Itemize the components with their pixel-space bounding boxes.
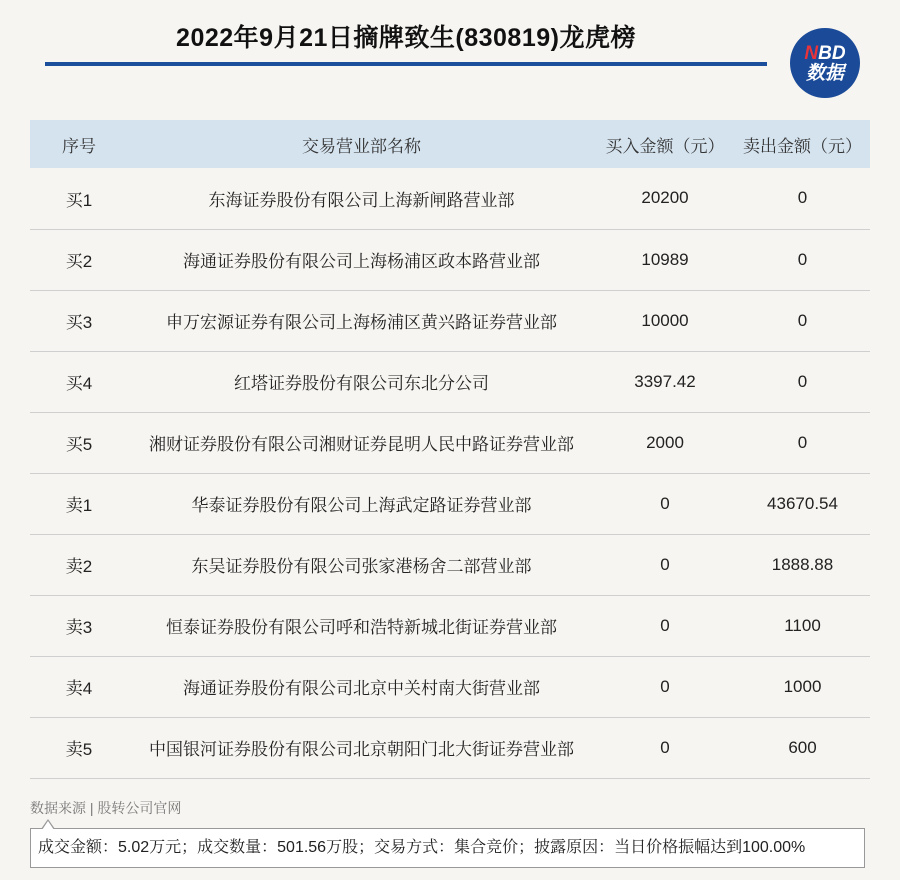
table-row <box>30 534 870 595</box>
sell-amount-cell: 1888.88 <box>771 554 834 574</box>
trade-summary-text: 成交金额：5.02万元；成交数量：501.56万股；交易方式：集合竞价；披露原因：当日价格振幅达到100.00% <box>38 839 806 856</box>
table-row <box>30 168 870 229</box>
branch-cell: 申万宏源证券有限公司上海杨浦区黄兴路证券营业部 <box>166 313 557 332</box>
buy-amount-cell: 3397.42 <box>634 371 696 391</box>
table-row <box>30 473 870 534</box>
table-row <box>30 351 870 412</box>
table-row <box>30 412 870 473</box>
table-row <box>30 290 870 351</box>
branch-cell: 红塔证券股份有限公司东北分公司 <box>234 374 489 393</box>
buy-amount-cell: 0 <box>660 554 670 574</box>
title-underline <box>45 62 767 66</box>
sell-amount-cell: 0 <box>797 432 808 452</box>
column-header-sell-amount: 卖出金额（元） <box>743 136 862 156</box>
buy-amount-cell: 0 <box>660 615 670 635</box>
logo-letters: BD <box>818 42 846 64</box>
branch-cell: 海通证券股份有限公司北京中关村南大街营业部 <box>183 679 540 698</box>
sell-amount-cell: 600 <box>788 737 817 757</box>
logo-accent-letter: N <box>804 42 819 64</box>
sell-amount-cell: 0 <box>797 249 808 269</box>
branch-cell: 东吴证券股份有限公司张家港杨舍二部营业部 <box>191 557 532 576</box>
table-row <box>30 656 870 717</box>
buy-amount-cell: 0 <box>660 676 670 696</box>
rank-cell: 卖5 <box>65 740 93 759</box>
branch-cell: 中国银河证券股份有限公司北京朝阳门北大街证券营业部 <box>149 740 574 759</box>
buy-amount-cell: 20200 <box>641 188 689 208</box>
branch-cell: 湘财证券股份有限公司湘财证券昆明人民中路证券营业部 <box>149 435 574 454</box>
buy-amount-cell: 0 <box>660 737 670 757</box>
branch-cell: 东海证券股份有限公司上海新闸路营业部 <box>208 190 515 210</box>
sell-amount-cell: 43670.54 <box>767 493 838 513</box>
data-source: 数据来源 | 股转公司官网 <box>30 800 182 816</box>
sell-amount-cell: 0 <box>797 188 808 208</box>
rank-cell: 买1 <box>65 190 93 210</box>
branch-cell: 恒泰证券股份有限公司呼和浩特新城北街证券营业部 <box>166 618 557 637</box>
sell-amount-cell: 0 <box>797 310 808 330</box>
rank-cell: 卖1 <box>65 496 93 515</box>
rank-cell: 买4 <box>65 374 93 393</box>
buy-amount-cell: 10989 <box>641 249 689 269</box>
trade-summary-box <box>30 828 865 868</box>
column-header-rank: 序号 <box>62 136 96 156</box>
table-row <box>30 595 870 656</box>
rank-cell: 买3 <box>65 313 93 332</box>
sell-amount-cell: 1000 <box>783 676 822 696</box>
nbd-logo <box>790 28 860 98</box>
logo-bottom: 数据 <box>805 62 844 84</box>
branch-cell: 华泰证券股份有限公司上海武定路证券营业部 <box>191 496 532 515</box>
rank-cell: 买5 <box>65 435 93 454</box>
logo-top <box>804 44 845 63</box>
callout-pointer-fill <box>42 821 54 830</box>
table-row <box>30 717 870 778</box>
column-header-branch: 交易营业部名称 <box>302 136 421 156</box>
buy-amount-cell: 0 <box>660 493 670 513</box>
buy-amount-cell: 2000 <box>646 432 684 452</box>
dragon-tiger-table <box>30 120 870 779</box>
table-header-row <box>30 120 870 168</box>
rank-cell: 卖4 <box>65 679 93 698</box>
rank-cell: 买2 <box>65 252 93 271</box>
buy-amount-cell: 10000 <box>641 310 689 330</box>
sell-amount-cell: 1100 <box>784 615 821 635</box>
sell-amount-cell: 0 <box>797 371 808 391</box>
page-title: 2022年9月21日摘牌致生(830819)龙虎榜 <box>176 24 636 52</box>
branch-cell: 海通证券股份有限公司上海杨浦区政本路营业部 <box>183 252 540 271</box>
table-row <box>30 229 870 290</box>
column-header-buy-amount: 买入金额（元） <box>605 136 725 156</box>
rank-cell: 卖3 <box>65 618 93 637</box>
rank-cell: 卖2 <box>65 557 93 576</box>
